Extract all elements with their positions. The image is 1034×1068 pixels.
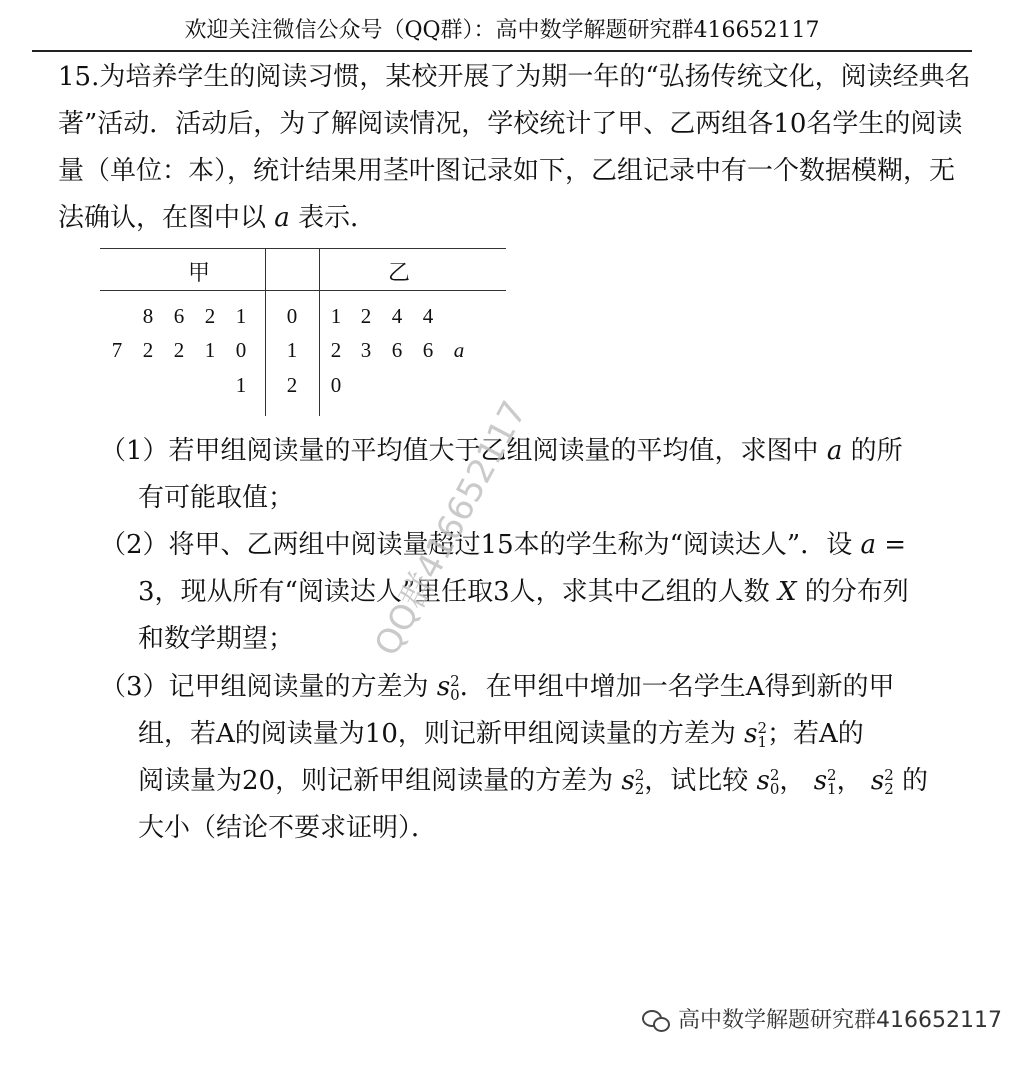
variable-a: a <box>274 203 290 233</box>
plot-header-rule <box>100 290 506 291</box>
group-jia-header: 甲 <box>188 261 211 286</box>
leaf-jia-r1-c4: 0 <box>235 338 247 362</box>
question-3-line-4: 大小（结论不要求证明）． <box>138 813 438 843</box>
group-yi-header: 乙 <box>388 261 411 286</box>
stem-r0: 0 <box>286 304 298 328</box>
wechat-icon <box>642 1008 670 1030</box>
question-3-label: （3） <box>100 672 169 702</box>
footer-text: 高中数学解题研究群416652117 <box>678 1008 1002 1033</box>
stem-r1: 1 <box>286 338 298 362</box>
question-2-text-1: 将甲、乙两组中阅读量超过15本的学生称为“阅读达人”．设 <box>168 530 853 560</box>
question-2-text-2b: 的分布列 <box>804 577 909 607</box>
question-2-text-2a: 3，现从所有“阅读达人”里任取3人，求其中乙组的人数 <box>138 577 770 607</box>
leaf-jia-r0-c0: 8 <box>142 304 154 328</box>
question-3-text-2a: 组，若A的阅读量为10，则记新甲组阅读量的方差为 <box>138 719 736 749</box>
problem-stem-text-1: 为培养学生的阅读习惯，某校开展了为期一年的“弘扬传统文化，阅读经典名著”活动．活动后，为了解阅读情况，学校统计了甲、乙两组各10名学生的阅读量（单位：本），统计结果用茎叶图记录如下，乙组记录中有一个数据模糊，无法确认，在图中以 <box>58 62 971 233</box>
leaf-jia-r1-c2: 2 <box>173 338 185 362</box>
compare-s0: s2 0 <box>756 766 780 798</box>
question-1-line-2: 有可能取值； <box>138 483 295 513</box>
leaf-yi-r1-c3: 6 <box>422 338 434 362</box>
question-3-text-3c: 的 <box>902 766 929 796</box>
question-3-text-2b: ；若A的 <box>767 719 864 749</box>
leaf-jia-r2-c0: 1 <box>235 373 247 397</box>
stem-leaf-plot <box>100 248 506 418</box>
leaf-jia-r0-c3: 1 <box>235 304 247 328</box>
question-1-label: （1） <box>100 436 169 466</box>
variance-s0: s2 0 <box>436 672 460 704</box>
question-2-line-2 <box>100 569 975 616</box>
leaf-yi-r0-c3: 4 <box>422 304 434 328</box>
leaf-jia-r1-c3: 1 <box>204 338 216 362</box>
page-header <box>32 14 972 52</box>
question-3-text-3b: ，试比较 <box>644 766 749 796</box>
question-1 <box>100 428 975 522</box>
question-2-label: （2） <box>100 530 169 560</box>
plot-top-rule <box>100 248 506 249</box>
question-2 <box>100 522 975 663</box>
question-2-eq: = <box>884 530 907 560</box>
leaf-jia-r0-c2: 2 <box>204 304 216 328</box>
leaf-jia-r0-c1: 6 <box>173 304 185 328</box>
problem-stem <box>58 54 973 242</box>
problem-stem-text-2: 表示． <box>298 203 377 233</box>
plot-right-divider <box>319 248 320 416</box>
leaf-yi-r0-c2: 4 <box>391 304 403 328</box>
compare-s2: s2 2 <box>870 766 894 798</box>
stem-r2: 2 <box>286 373 298 397</box>
variance-s1: s2 1 <box>744 719 768 751</box>
question-1-text-a: 若甲组阅读量的平均值大于乙组阅读量的平均值，求图中 <box>168 436 819 466</box>
question-2-var-x: X <box>777 577 797 607</box>
question-1-var: a <box>826 436 843 466</box>
variance-s2: s2 2 <box>621 766 645 798</box>
leaf-yi-r1-c1: 3 <box>360 338 372 362</box>
question-1-text-b: 的所 <box>850 436 903 466</box>
compare-s1: s2 1 <box>813 766 837 798</box>
leaf-yi-r0-c0: 1 <box>330 304 342 328</box>
watermark: QQ群416652117 <box>367 394 535 663</box>
leaf-yi-r1-c0: 2 <box>330 338 342 362</box>
question-3-text-1b: ．在甲组中增加一名学生A得到新的甲 <box>459 672 895 702</box>
question-2-var: a <box>860 530 876 560</box>
leaf-jia-r1-c0: 7 <box>111 338 123 362</box>
question-3-text-3a: 阅读量为20，则记新甲组阅读量的方差为 <box>138 766 614 796</box>
leaf-yi-r2-c0: 0 <box>330 373 342 397</box>
footer-brand <box>642 1003 1002 1034</box>
leaf-yi-r1-c2: 6 <box>391 338 403 362</box>
question-3-line-2 <box>100 711 975 758</box>
problem-number: 15. <box>58 62 100 92</box>
question-3-text-1a: 记甲组阅读量的方差为 <box>168 672 429 702</box>
leaf-jia-r1-c1: 2 <box>142 338 154 362</box>
question-3-line-3: 阅读量为20，则记新甲组阅读量的方差为 s2 2，试比较 s2 0， s2 1， s2 2 的 <box>138 766 929 798</box>
question-2-line-3: 和数学期望； <box>138 624 295 654</box>
header-text: 欢迎关注微信公众号（QQ群）：高中数学解题研究群416652117 <box>184 18 820 43</box>
leaf-yi-r1-c4: a <box>453 338 465 362</box>
question-3 <box>100 664 975 852</box>
plot-left-divider <box>265 248 266 416</box>
leaf-yi-r0-c1: 2 <box>360 304 372 328</box>
